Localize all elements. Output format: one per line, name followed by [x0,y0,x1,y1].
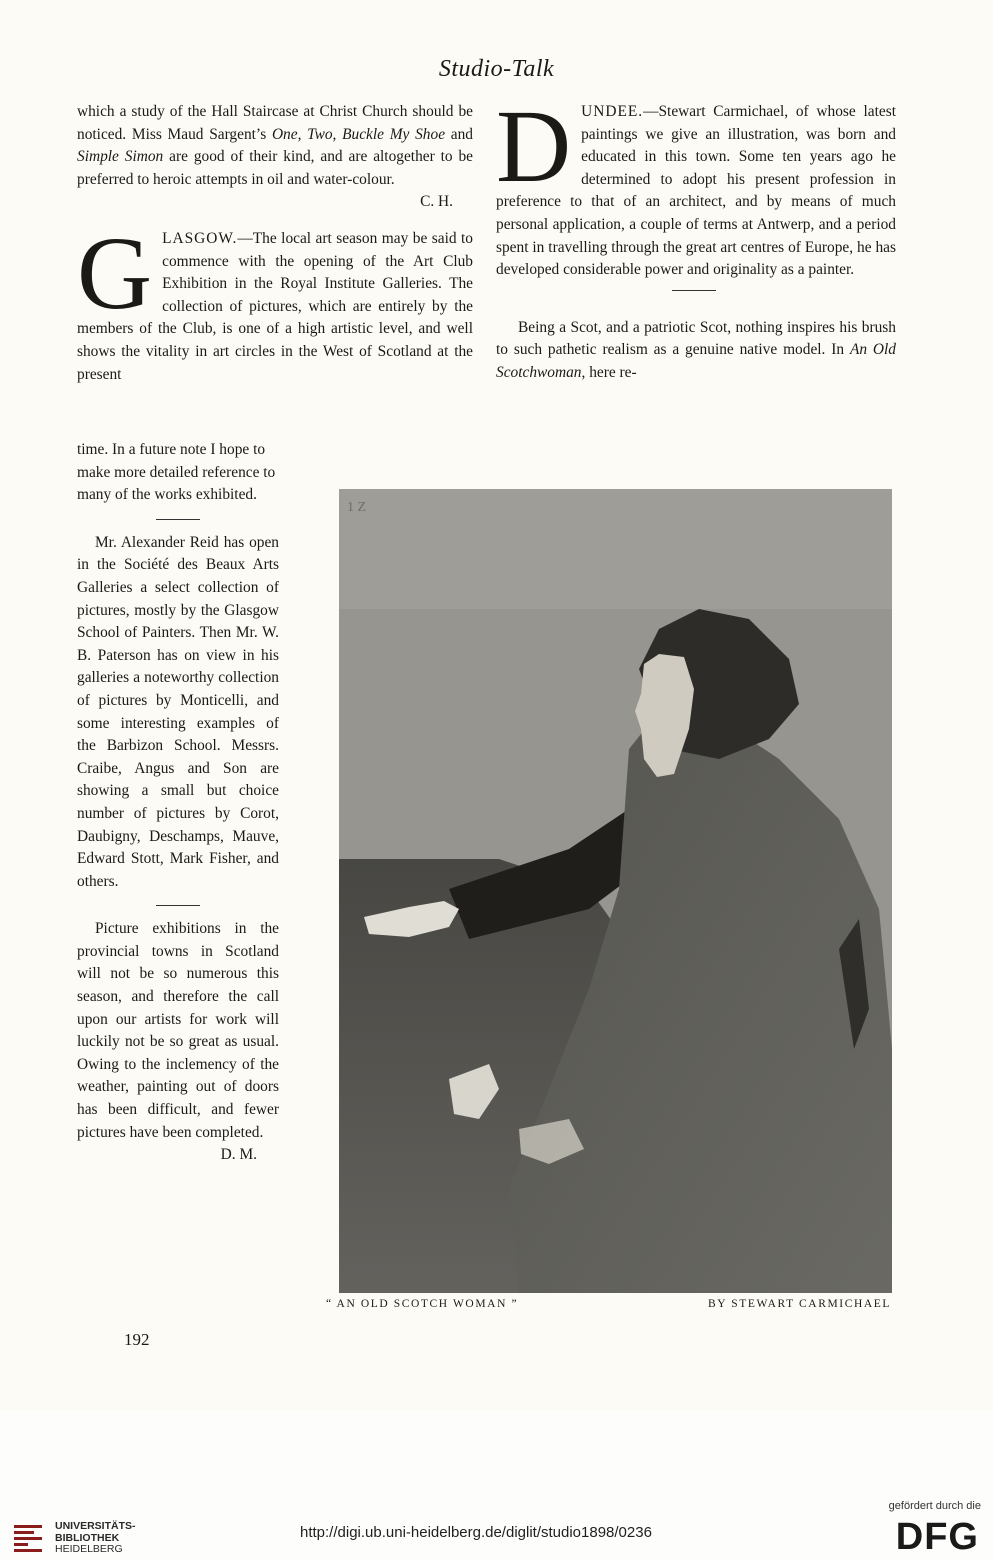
page-number: 192 [124,1330,150,1349]
glasgow-paragraph: GLASGOW.—The local art season may be said to commence with the opening of the Art Club Exhibition in the Royal Institute Galleries. The collection of pictures, which are entirely by the members of the Club, is one of a high artistic level, and well shows the vitality in art circles in the West of Scotland at the present [77,215,473,383]
library-logo-icon [12,1523,48,1558]
section-rule [156,905,200,906]
painting-illustration [339,489,892,1293]
dropcap-g: G [77,215,153,331]
dropcap-d: D [496,89,572,204]
exhibitions-paragraph: Picture exhibitions in the provincial towns in Scotland will not be so numerous this season, and therefore the call upon our artists for work will luckily not be so great as usual. Owing to the inclemency of the weather, painting out of doors has been difficult, and fewer pictures have been completed. [77,920,279,1141]
signature-ch: C. H. [420,193,453,211]
dundee-paragraph: DUNDEE.—Stewart Carmichael, of whose latest paintings we give an illustration, was born and educated in this town. Some ten years ago he determined to adopt his present profession in preference to that of an architect, and by means of much personal application, a couple of terms at Antwerp, and a period spent in travelling through the great art centres of Europe, he has developed considerable power and originality as a painter. [496,89,896,279]
left-column-narrow [77,439,279,1167]
left-column-top [77,101,473,386]
running-header: Studio-Talk [438,56,555,82]
caption-artist: BY STEWART CARMICHAEL [708,1298,892,1310]
svg-text:1 Z: 1 Z [347,500,367,515]
library-name: UNIVERSITÄTS- BIBLIOTHEK HEIDELBERG [55,1520,136,1555]
scot-paragraph: Being a Scot, and a patriotic Scot, nothing inspires his brush to such pathetic realism as a genuine native model. In An Old Scotchwoman, here re- [496,318,896,381]
caption-title: “ AN OLD SCOTCH WOMAN ” [326,1298,519,1310]
reid-paragraph: Mr. Alexander Reid has open in the Société des Beaux Arts Galleries a select collection of pictures, mostly by the Glasgow School of Painters. Then Mr. W. B. Paterson has on view in his galleries a noteworthy collection of pictures by Monticelli, and some interesting examples of the Barbizon School. Messrs. Craibe, Angus and Son are showing a small but choice number of pictures by Corot, Daubigny, Deschamps, Mauve, Edward Stott, Mark Fisher, and others. [77,533,279,890]
section-rule [672,290,716,291]
section-rule [156,519,200,520]
sargent-paragraph: which a study of the Hall Staircase at Christ Church should be noticed. Miss Maud Sargent’s One, Two, Buckle My Shoe and Simple Simon are good of their kind, and are altogether to be preferred to heroic attempts in oil and water-colour. [77,103,473,188]
glasgow-continuation: time. In a future note I hope to make more detailed reference to many of the works exhibited. [77,441,276,504]
signature-dm: D. M. [220,1146,257,1164]
painting-old-scotch-woman [339,489,892,1293]
dfg-logo: DFG [895,1516,979,1558]
source-url-link[interactable]: http://digi.ub.uni-heidelberg.de/diglit/studio1898/0236 [300,1524,652,1541]
sponsor-note: gefördert durch die [888,1500,981,1512]
right-column-top [496,89,896,385]
